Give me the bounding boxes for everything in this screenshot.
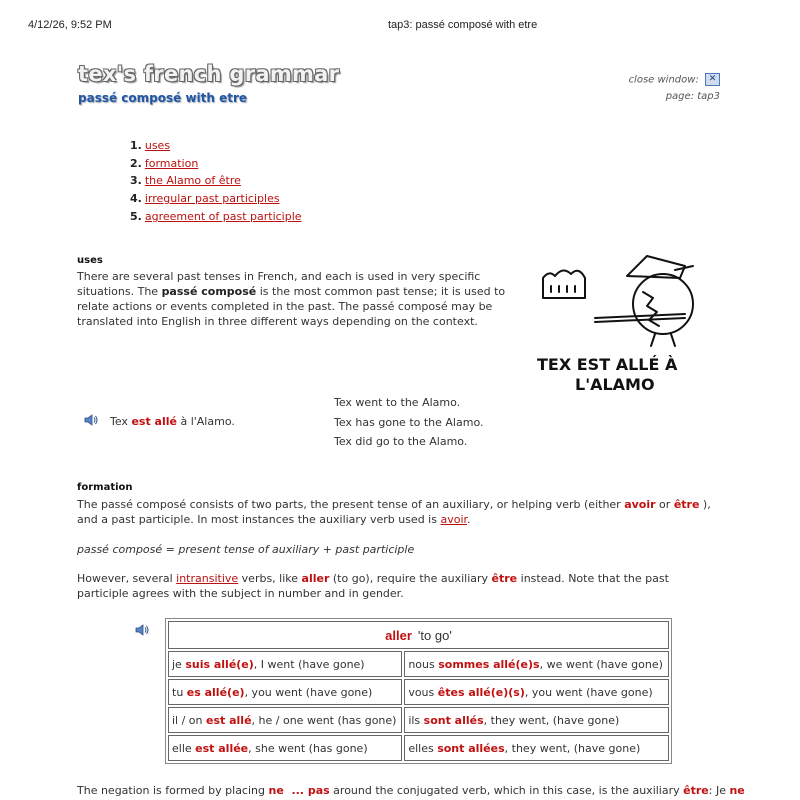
page-id: page: tap3 [665,91,720,102]
translation-list [334,393,483,452]
close-x-icon[interactable]: ✕ [705,73,720,86]
toc-link-uses[interactable]: uses [144,139,171,152]
table-row [168,651,669,677]
negation-paragraph: The negation is formed by placing ne ... pas around the conjugated verb, which in this case, is the auxiliary être: Je ne [77,784,745,797]
table-cell: vous êtes allé(e)(s), you went (have gone) [404,679,669,705]
formation-paragraph: The passé composé consists of two parts, the present tense of an auxiliary, or helping verb (either avoir or être ), and a past participle. In most instances the auxiliary verb used is avoir. [77,498,711,526]
uses-paragraph: There are several past tenses in French, and each is used in very specific situations. The passé composé is the most common past tense; it is used to relate actions or events completed in the past. The passé composé may be translated into English in three different ways depending on the context. [77,270,506,328]
cartoon-drawing [535,248,725,398]
table-cell: elle est allée, she went (has gone) [168,735,402,761]
toc-item: 1. uses [130,139,171,152]
toc-link-alamo[interactable]: the Alamo of être [144,174,241,188]
speaker-icon[interactable] [135,624,150,636]
avoir-link[interactable]: avoir [440,513,468,526]
conjugation-table [165,618,672,764]
intransitive-paragraph: However, several intransitive verbs, like aller (to go), require the auxiliary être instead. Note that the past participle agrees with the subject in number and in gender. [77,572,669,600]
table-row [168,679,669,705]
table-cell: ils sont allés, they went, (have gone) [404,707,669,733]
table-row [168,735,669,761]
page-subtitle: passé composé with etre [78,91,248,105]
speaker-icon[interactable] [84,414,99,426]
translation-item: Tex did go to the Alamo. [334,435,468,448]
table-cell: nous sommes allé(e)s, we went (have gone) [404,651,669,677]
print-datetime: 4/12/26, 9:52 PM [28,19,112,31]
intransitive-link[interactable]: intransitive [176,572,239,585]
table-cell: il / on est allé, he / one went (has gone) [168,707,402,733]
toc-item: 4. irregular past participles [130,192,280,206]
cartoon-caption-line1: TEX EST ALLÉ À [537,355,678,374]
toc-link-agreement[interactable]: agreement of past participle [144,209,302,223]
toc-item: 2. formation [130,156,199,170]
table-row [168,707,669,733]
formation-formula: passé composé = present tense of auxiliary + past participle [77,543,415,556]
toc-item: 3. the Alamo of être [130,174,241,188]
site-logo[interactable]: tex's french grammar [78,62,340,86]
example-sentence: Tex est allé à l'Alamo. [110,415,235,428]
toc-item: 5. agreement of past participle [130,209,302,223]
table-cell: elles sont allées, they went, (have gone) [404,735,669,761]
table-cell: je suis allé(e), I went (have gone) [168,651,402,677]
close-window-label: close window: [628,74,699,86]
cartoon-caption-line2: L'ALAMO [575,375,655,394]
conjugation-table-header: aller 'to go' [168,621,669,649]
tex-alamo-cartoon [535,248,725,398]
close-window [629,73,720,86]
toc-link-formation[interactable]: formation [144,156,199,170]
toc-link-irregular[interactable]: irregular past participles [144,192,280,206]
table-cell: tu es allé(e), you went (have gone) [168,679,402,705]
translation-item: Tex went to the Alamo. [334,396,461,409]
translation-item: Tex has gone to the Alamo. [334,415,484,429]
print-title: tap3: passé composé with etre [388,19,538,31]
section-title-uses: uses [77,255,103,266]
table-of-contents [130,137,302,226]
section-title-formation: formation [77,482,133,493]
